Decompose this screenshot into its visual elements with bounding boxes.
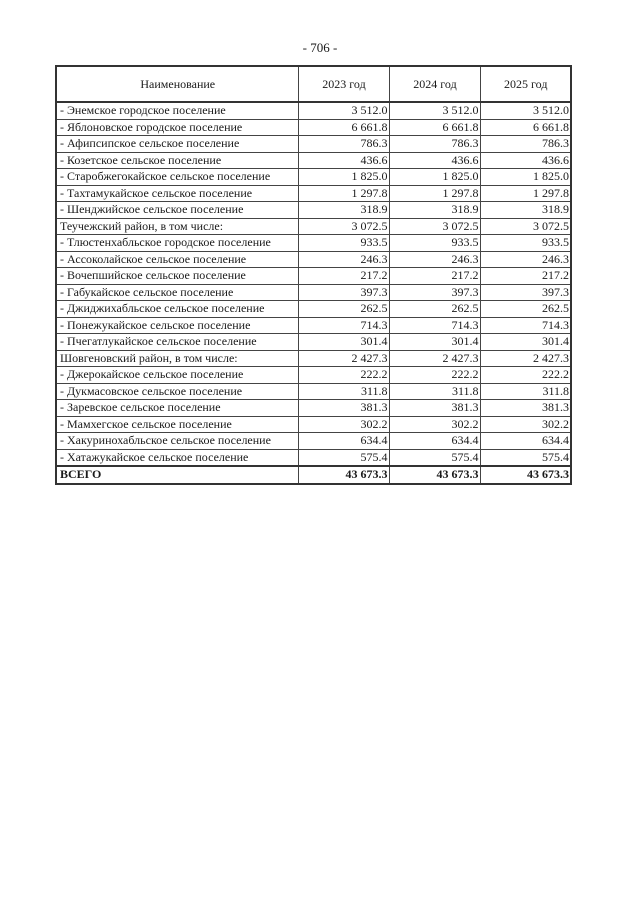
row-value-2024: 786.3: [389, 136, 480, 153]
row-value-2024: 381.3: [389, 400, 480, 417]
row-value-2023: 6 661.8: [298, 119, 389, 136]
row-value-2025: 246.3: [480, 251, 571, 268]
row-value-2025: 318.9: [480, 202, 571, 219]
header-2024: 2024 год: [389, 66, 480, 102]
row-value-2024: 2 427.3: [389, 350, 480, 367]
budget-table: [55, 65, 572, 485]
row-value-2025: 2 427.3: [480, 350, 571, 367]
row-name: - Энемское городское поселение: [56, 102, 298, 119]
table-row: [56, 334, 571, 351]
row-value-2023: 1 297.8: [298, 185, 389, 202]
table-row: [56, 350, 571, 367]
row-value-2023: 786.3: [298, 136, 389, 153]
row-value-2025: 301.4: [480, 334, 571, 351]
total-label: ВСЕГО: [56, 466, 298, 484]
table-row: [56, 449, 571, 466]
row-value-2023: 3 072.5: [298, 218, 389, 235]
row-value-2025: 714.3: [480, 317, 571, 334]
row-value-2024: 318.9: [389, 202, 480, 219]
row-value-2023: 318.9: [298, 202, 389, 219]
row-value-2023: 436.6: [298, 152, 389, 169]
row-name: - Дукмасовское сельское поселение: [56, 383, 298, 400]
row-value-2025: 302.2: [480, 416, 571, 433]
row-value-2024: 301.4: [389, 334, 480, 351]
row-value-2023: 381.3: [298, 400, 389, 417]
table-row: [56, 235, 571, 252]
row-value-2024: 714.3: [389, 317, 480, 334]
table-row: [56, 367, 571, 384]
row-value-2025: 311.8: [480, 383, 571, 400]
row-value-2025: 6 661.8: [480, 119, 571, 136]
table-row: [56, 218, 571, 235]
row-value-2024: 6 661.8: [389, 119, 480, 136]
row-value-2025: 933.5: [480, 235, 571, 252]
row-name: - Ассоколайское сельское поселение: [56, 251, 298, 268]
row-name: Теучежский район, в том числе:: [56, 218, 298, 235]
total-value-2024: 43 673.3: [389, 466, 480, 484]
header-2023: 2023 год: [298, 66, 389, 102]
table-row: [56, 416, 571, 433]
table-row: [56, 251, 571, 268]
row-value-2023: 1 825.0: [298, 169, 389, 186]
row-value-2025: 222.2: [480, 367, 571, 384]
row-value-2024: 302.2: [389, 416, 480, 433]
table-row: [56, 400, 571, 417]
row-value-2023: 397.3: [298, 284, 389, 301]
row-name: - Понежукайское сельское поселение: [56, 317, 298, 334]
row-name: - Хакуринохабльское сельское поселение: [56, 433, 298, 450]
row-value-2023: 217.2: [298, 268, 389, 285]
row-name: - Афипсипское сельское поселение: [56, 136, 298, 153]
row-name: - Заревское сельское поселение: [56, 400, 298, 417]
row-name: - Тахтамукайское сельское поселение: [56, 185, 298, 202]
row-value-2024: 3 072.5: [389, 218, 480, 235]
table-row: [56, 185, 571, 202]
table-row: [56, 119, 571, 136]
row-value-2023: 222.2: [298, 367, 389, 384]
row-name: - Вочепшийское сельское поселение: [56, 268, 298, 285]
total-value-2025: 43 673.3: [480, 466, 571, 484]
row-value-2023: 575.4: [298, 449, 389, 466]
row-name: - Тлюстенхабльское городское поселение: [56, 235, 298, 252]
total-row: [56, 466, 571, 484]
table-row: [56, 317, 571, 334]
row-value-2023: 2 427.3: [298, 350, 389, 367]
table-row: [56, 383, 571, 400]
table-row: [56, 284, 571, 301]
row-value-2024: 575.4: [389, 449, 480, 466]
row-value-2024: 634.4: [389, 433, 480, 450]
row-value-2023: 311.8: [298, 383, 389, 400]
row-name: - Джерокайское сельское поселение: [56, 367, 298, 384]
row-value-2024: 397.3: [389, 284, 480, 301]
row-value-2024: 222.2: [389, 367, 480, 384]
row-value-2024: 3 512.0: [389, 102, 480, 119]
row-name: - Шенджийское сельское поселение: [56, 202, 298, 219]
row-value-2025: 1 297.8: [480, 185, 571, 202]
row-name: - Яблоновское городское поселение: [56, 119, 298, 136]
table-row: [56, 268, 571, 285]
row-value-2024: 436.6: [389, 152, 480, 169]
row-value-2025: 3 072.5: [480, 218, 571, 235]
row-value-2025: 436.6: [480, 152, 571, 169]
row-name: - Габукайское сельское поселение: [56, 284, 298, 301]
row-value-2023: 262.5: [298, 301, 389, 318]
row-value-2024: 246.3: [389, 251, 480, 268]
header-2025: 2025 год: [480, 66, 571, 102]
table-row: [56, 136, 571, 153]
table-row: [56, 433, 571, 450]
row-value-2024: 1 825.0: [389, 169, 480, 186]
row-name: - Козетское сельское поселение: [56, 152, 298, 169]
row-name: Шовгеновский район, в том числе:: [56, 350, 298, 367]
row-value-2025: 217.2: [480, 268, 571, 285]
row-value-2025: 381.3: [480, 400, 571, 417]
row-value-2024: 217.2: [389, 268, 480, 285]
row-value-2025: 786.3: [480, 136, 571, 153]
row-value-2024: 1 297.8: [389, 185, 480, 202]
row-value-2024: 933.5: [389, 235, 480, 252]
row-value-2023: 246.3: [298, 251, 389, 268]
header-name: Наименование: [56, 66, 298, 102]
row-value-2024: 262.5: [389, 301, 480, 318]
row-name: - Старобжегокайское сельское поселение: [56, 169, 298, 186]
table-row: [56, 301, 571, 318]
page-number: - 706 -: [302, 40, 338, 55]
row-value-2023: 301.4: [298, 334, 389, 351]
row-value-2025: 575.4: [480, 449, 571, 466]
row-value-2023: 3 512.0: [298, 102, 389, 119]
row-value-2025: 397.3: [480, 284, 571, 301]
table-row: [56, 152, 571, 169]
row-value-2023: 634.4: [298, 433, 389, 450]
table-row: [56, 202, 571, 219]
row-value-2023: 302.2: [298, 416, 389, 433]
row-name: - Хатажукайское сельское поселение: [56, 449, 298, 466]
row-value-2025: 1 825.0: [480, 169, 571, 186]
row-name: - Джиджихабльское сельское поселение: [56, 301, 298, 318]
row-name: - Мамхегское сельское поселение: [56, 416, 298, 433]
table-row: [56, 169, 571, 186]
row-value-2025: 3 512.0: [480, 102, 571, 119]
row-value-2023: 933.5: [298, 235, 389, 252]
row-value-2023: 714.3: [298, 317, 389, 334]
row-value-2025: 634.4: [480, 433, 571, 450]
table-row: [56, 102, 571, 119]
row-value-2025: 262.5: [480, 301, 571, 318]
row-name: - Пчегатлукайское сельское поселение: [56, 334, 298, 351]
table-header-row: [56, 66, 571, 102]
total-value-2023: 43 673.3: [298, 466, 389, 484]
row-value-2024: 311.8: [389, 383, 480, 400]
